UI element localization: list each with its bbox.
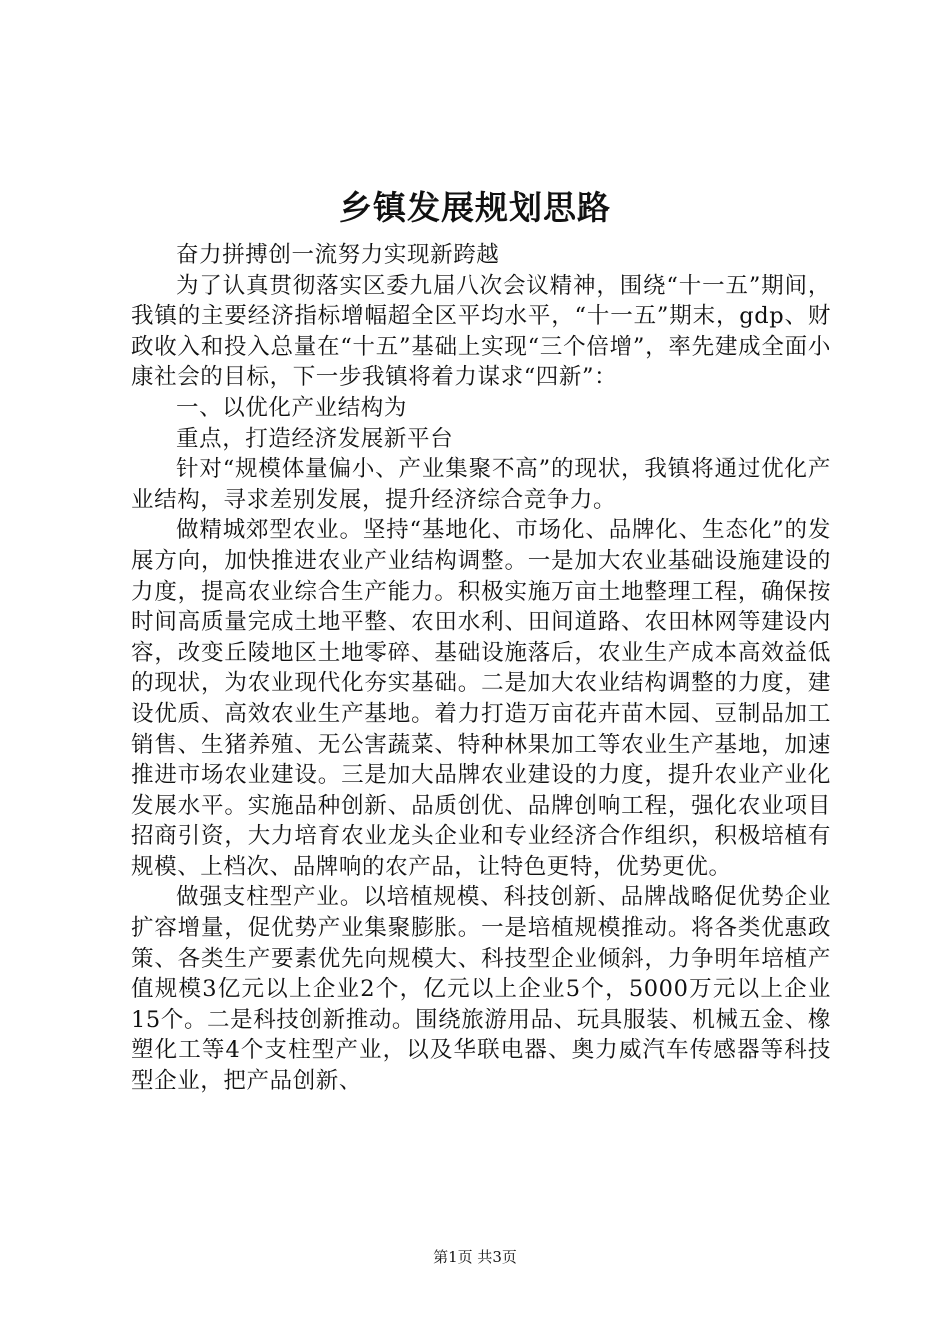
body-paragraph: 针对“规模体量偏小、产业集聚不高”的现状，我镇将通过优化产业结构，寻求差别发展，提升经济综合竞争力。 xyxy=(131,456,831,513)
page-footer: 第1页 共3页 xyxy=(433,1248,517,1266)
body-paragraph: 做精城郊型农业。坚持“基地化、市场化、品牌化、生态化”的发展方向，加快推进农业产业结构调整。一是加大农业基础设施建设的力度，提高农业综合生产能力。积极实施万亩土地整理工程，确保按时间高质量完成土地平整、农田水利、田间道路、农田林网等建设内容，改变丘陵地区土地零碎、基础设施落后，农业生产成本高效益低的现状，为农业现代化夯实基础。二是加大农业结构调整的力度，建设优质、高效农业生产基地。着力打造万亩花卉苗木园、豆制品加工销售、生猪养殖、无公害蔬菜、特种林果加工等农业生产基地，加速推进市场农业建设。三是加大品牌农业建设的力度，提升农业产业化发展水平。实施品种创新、品质创优、品牌创响工程，强化农业项目招商引资，大力培育农业龙头企业和专业经济合作组织，积极培植有规模、上档次、品牌响的农产品，让特色更特，优势更优。 xyxy=(131,517,831,880)
section-heading-line-2: 重点，打造经济发展新平台 xyxy=(176,425,454,452)
section-heading-line-1: 一、以优化产业结构为 xyxy=(176,394,408,421)
subtitle-paragraph: 奋力拼搏创一流努力实现新跨越 xyxy=(176,242,500,268)
body-paragraph: 做强支柱型产业。以培植规模、科技创新、品牌战略促优势企业扩容增量，促优势产业集聚膨胀。一是培植规模推动。将各类优惠政策、各类生产要素优先向规模大、科技型企业倾斜，力争明年培植产值规模3亿元以上企业2个，亿元以上企业5个，5000万元以上企业15个。二是科技创新推动。围绕旅游用品、玩具服装、机械五金、橡塑化工等4个支柱型产业，以及华联电器、奥力威汽车传感器等科技型企业，把产品创新、 xyxy=(131,884,831,1095)
document-body xyxy=(131,240,831,1097)
document-title: 乡镇发展规划思路 xyxy=(339,188,611,227)
intro-paragraph: 为了认真贯彻落实区委九届八次会议精神，围绕“十一五”期间，我镇的主要经济指标增幅超全区平均水平，“十一五”期末，gdp、财政收入和投入总量在“十五”基础上实现“三个倍增”，率先建成全面小康社会的目标，下一步我镇将着力谋求“四新”： xyxy=(131,272,831,391)
